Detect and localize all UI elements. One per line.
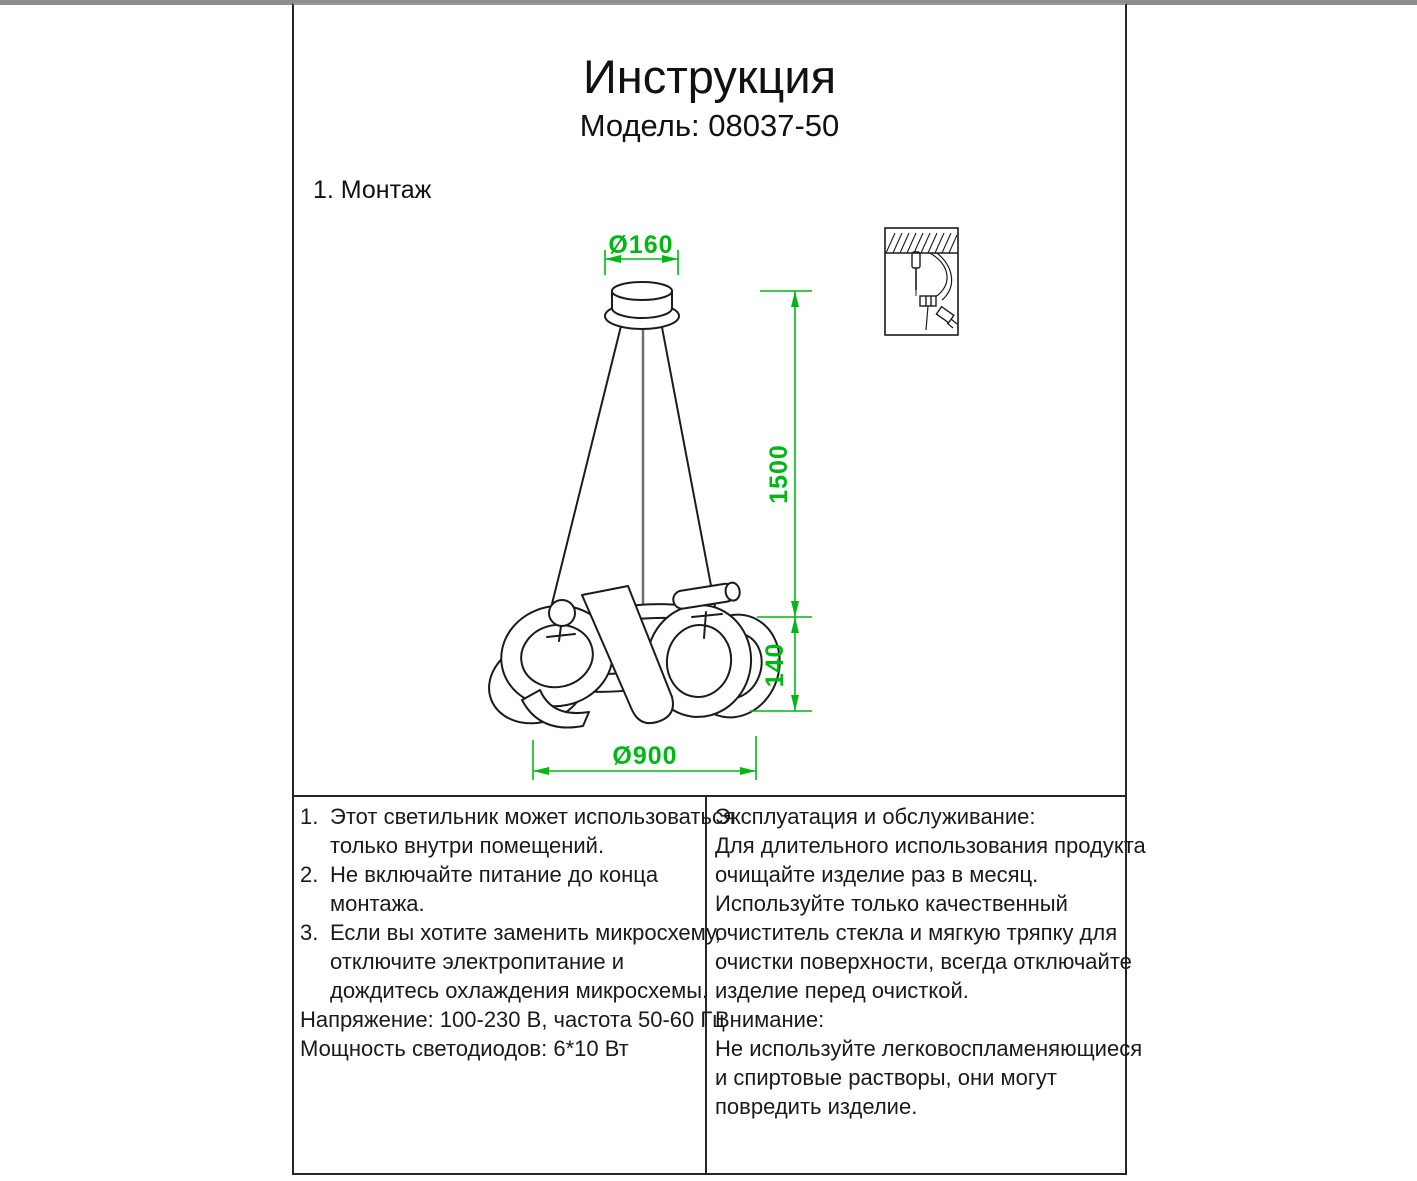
- maintenance-line: Не используйте легковоспламеняющиеся: [715, 1036, 1143, 1061]
- maintenance-line: Эксплуатация и обслуживание:: [715, 804, 1036, 829]
- maintenance-line: Используйте только качественный: [715, 891, 1068, 916]
- safety-text-line: Если вы хотите заменить микросхему,: [330, 920, 721, 945]
- model-label: Модель:: [579, 108, 700, 143]
- ceiling-canopy: [605, 282, 679, 329]
- dim-label-canopy-diameter: Ø160: [608, 231, 674, 259]
- terminal-block-icon: [920, 296, 936, 330]
- safety-column: [292, 797, 735, 1175]
- safety-text-line: Этот светильник может использоваться: [330, 804, 735, 829]
- maintenance-line: очиститель стекла и мягкую тряпку для: [715, 920, 1118, 945]
- lamp-body-knot: [477, 582, 793, 737]
- safety-text-line: монтажа.: [330, 891, 425, 916]
- maintenance-line: очищайте изделие раз в месяц.: [715, 862, 1039, 887]
- maintenance-line: и спиртовые растворы, они могут: [715, 1065, 1058, 1090]
- ceiling-hatch: [886, 233, 957, 253]
- dim-label-suspension-length: 1500: [765, 444, 793, 504]
- spec-led-power: Мощность светодиодов: 6*10 Вт: [300, 1036, 629, 1061]
- safety-text-line: дождитесь охлаждения микросхемы.: [330, 978, 709, 1003]
- connector-icon: [936, 307, 957, 328]
- info-table: [292, 795, 1146, 1175]
- maintenance-line: изделие перед очисткой.: [715, 978, 969, 1003]
- screwdriver-icon: [912, 252, 920, 296]
- dim-label-body-diameter: Ø900: [612, 742, 678, 770]
- safety-text-line: Не включайте питание до конца: [330, 862, 659, 887]
- maintenance-line: повредить изделие.: [715, 1094, 918, 1119]
- pendant-lamp-drawing: [477, 282, 793, 737]
- mounting-detail-inset: [885, 228, 958, 335]
- section-heading: 1. Монтаж: [313, 176, 432, 204]
- safety-text-line: отключите электропитание и: [330, 949, 625, 974]
- safety-item-3: [300, 918, 721, 1005]
- page-title: Инструкция: [582, 50, 837, 103]
- item-number: 2.: [300, 862, 319, 887]
- maintenance-line: очистки поверхности, всегда отключайте: [715, 949, 1132, 974]
- safety-text-line: только внутри помещений.: [330, 833, 605, 858]
- model-value: 08037-50: [708, 108, 840, 143]
- item-number: 3.: [300, 920, 319, 945]
- maintenance-column: [705, 797, 1146, 1175]
- maintenance-line: Для длительного использования продукта: [715, 833, 1146, 858]
- safety-item-1: [300, 802, 735, 860]
- maintenance-warning-heading: Внимание:: [715, 1007, 825, 1032]
- spec-voltage: Напряжение: 100-230 В, частота 50-60 Гц: [300, 1007, 725, 1032]
- dim-label-body-height: 140: [761, 642, 789, 688]
- item-number: 1.: [300, 804, 319, 829]
- safety-item-2: [300, 860, 699, 918]
